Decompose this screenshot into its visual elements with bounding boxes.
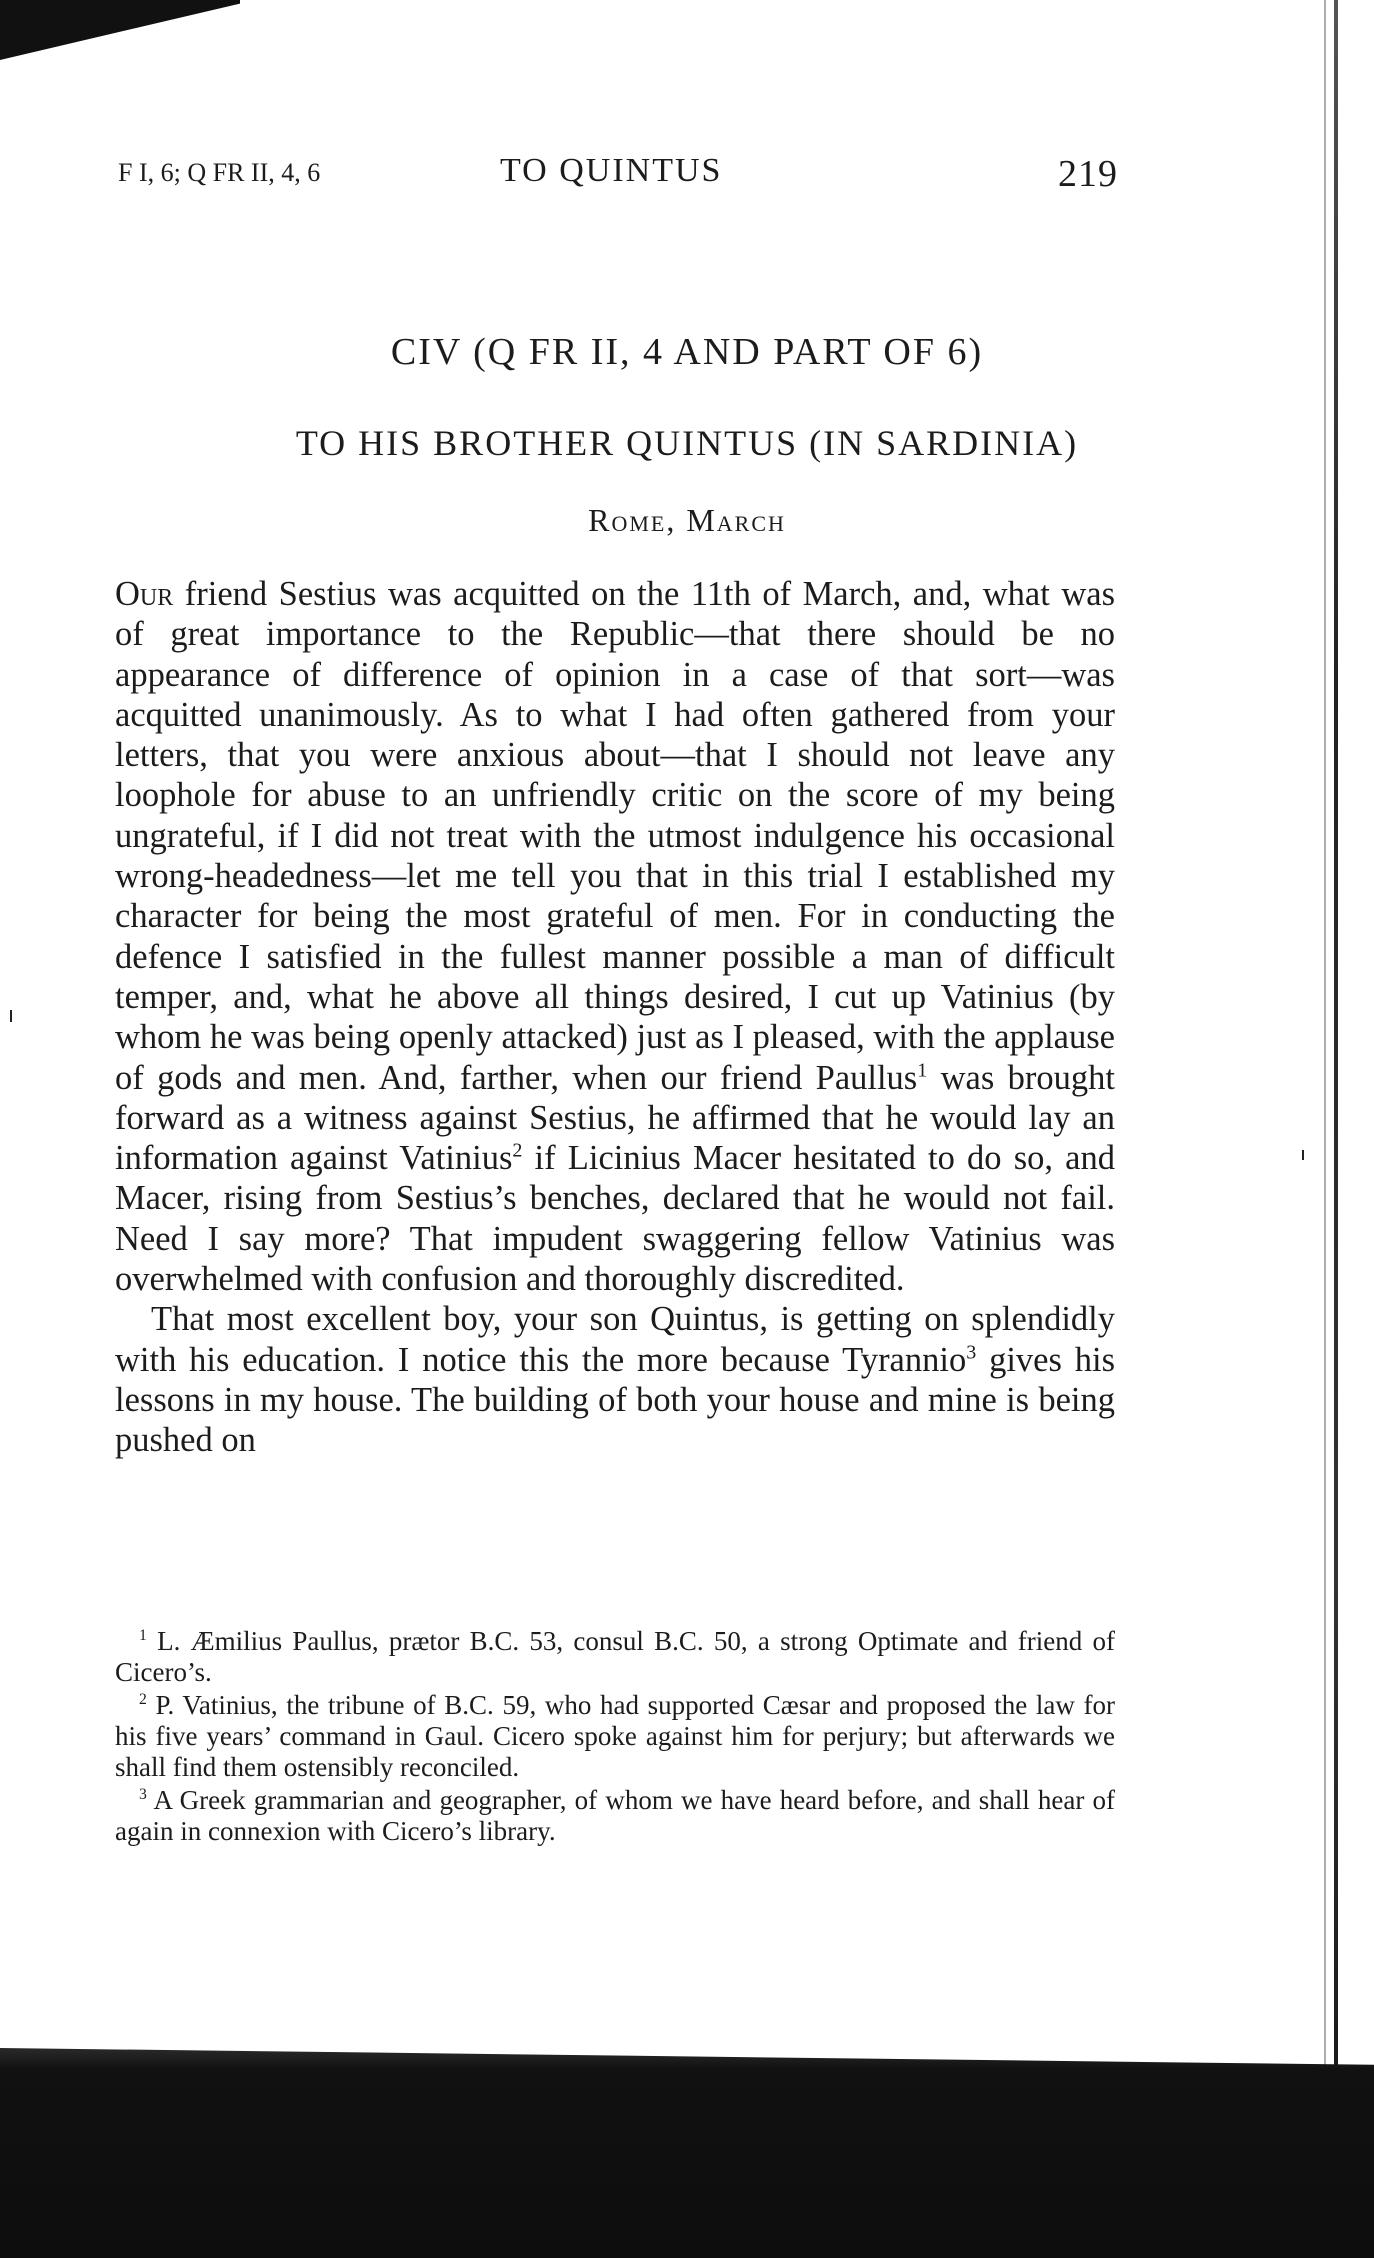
footnote-text: L. Æmilius Paullus, prætor B.C. 53, consul B.C. 50, a strong Optimate and friend of Cicero’s.	[115, 1626, 1115, 1687]
body-paragraph	[115, 1299, 1115, 1460]
footnote	[115, 1690, 1115, 1783]
footnote	[115, 1626, 1115, 1688]
body-text-run: if Licinius Macer hesitated to do so, and Macer, rising from Sestius’s benches, declared that he would not fail. Need I say more? That impudent swaggering fellow Vatinius was overwhelmed with confusion and thoroughly discredited.	[115, 1139, 1115, 1299]
letter-title: TO HIS BROTHER QUINTUS (IN SARDINIA)	[295, 423, 1079, 463]
letter-body	[115, 574, 1115, 1461]
scan-speck	[1302, 1150, 1304, 1160]
footnotes	[115, 1626, 1115, 1849]
running-head-reference: F I, 6; Q FR II, 4, 6	[118, 158, 321, 187]
footnote	[115, 1785, 1115, 1847]
footnote-mark: 1	[139, 1627, 147, 1644]
scan-edge-shadow-bottom	[0, 2048, 1374, 2258]
body-text-run: gives his lessons in my house. The building of both your house and mine is being pushed on	[115, 1340, 1115, 1460]
footnote-text: P. Vatinius, the tribune of B.C. 59, who had supported Cæsar and proposed the law for his five years’ command in Gaul. Cicero spoke against him for perjury; but afterwards we shall find them ostensibly reconciled.	[115, 1690, 1115, 1782]
paragraph-lead-word: Our	[115, 575, 174, 613]
scan-edge-shadow-top	[0, 0, 240, 60]
footnote-ref-3: 3	[966, 1341, 977, 1364]
running-head	[118, 152, 1118, 202]
footnote-mark: 2	[139, 1691, 147, 1708]
footnote-text: A Greek grammarian and geographer, of whom we have heard before, and shall hear of again in connexion with Cicero’s library.	[115, 1785, 1115, 1846]
footnote-mark: 3	[139, 1786, 147, 1803]
body-text-run: friend Sestius was acquitted on the 11th of March, and, what was of great importance to the Republic—that there should be no appearance of difference of opinion in a case of that sort—was acquitted unanimously. As to what I had often gathered from your letters, that you were anxious about—that I should not leave any loophole for abuse to an unfriendly critic on the score of my being ungrateful, if I did not treat with the utmost indulgence his occasional wrong-headedness—let me tell you that in this trial I established my character for being the most grateful of men. For in conducting the defence I satisfied in the fullest manner possible a man of difficult temper, and, what he above all things desired, I cut up Vatinius (by whom he was being openly attacked) just as I pleased, with the applause of gods and men. And, farther, when our friend Paullus	[115, 575, 1115, 1097]
body-text-run: was brought forward as a witness against Sestius, he affirmed that he would lay an information against Vatinius	[115, 1058, 1116, 1178]
running-head-title: TO QUINTUS	[500, 152, 723, 189]
scan-speck	[10, 1010, 12, 1022]
footnote-ref-2: 2	[512, 1139, 523, 1162]
letter-number-heading: CIV (Q FR II, 4 AND PART OF 6)	[390, 331, 984, 373]
body-paragraph	[115, 574, 1115, 1299]
page-number: 219	[1058, 153, 1118, 195]
body-text-run: That most excellent boy, your son Quintus, is getting on splendidly with his education. I notice this the more because Tyrannio	[115, 1300, 1115, 1379]
footnote-ref-1: 1	[917, 1059, 928, 1082]
letter-dateline: Rome, March	[588, 502, 786, 538]
